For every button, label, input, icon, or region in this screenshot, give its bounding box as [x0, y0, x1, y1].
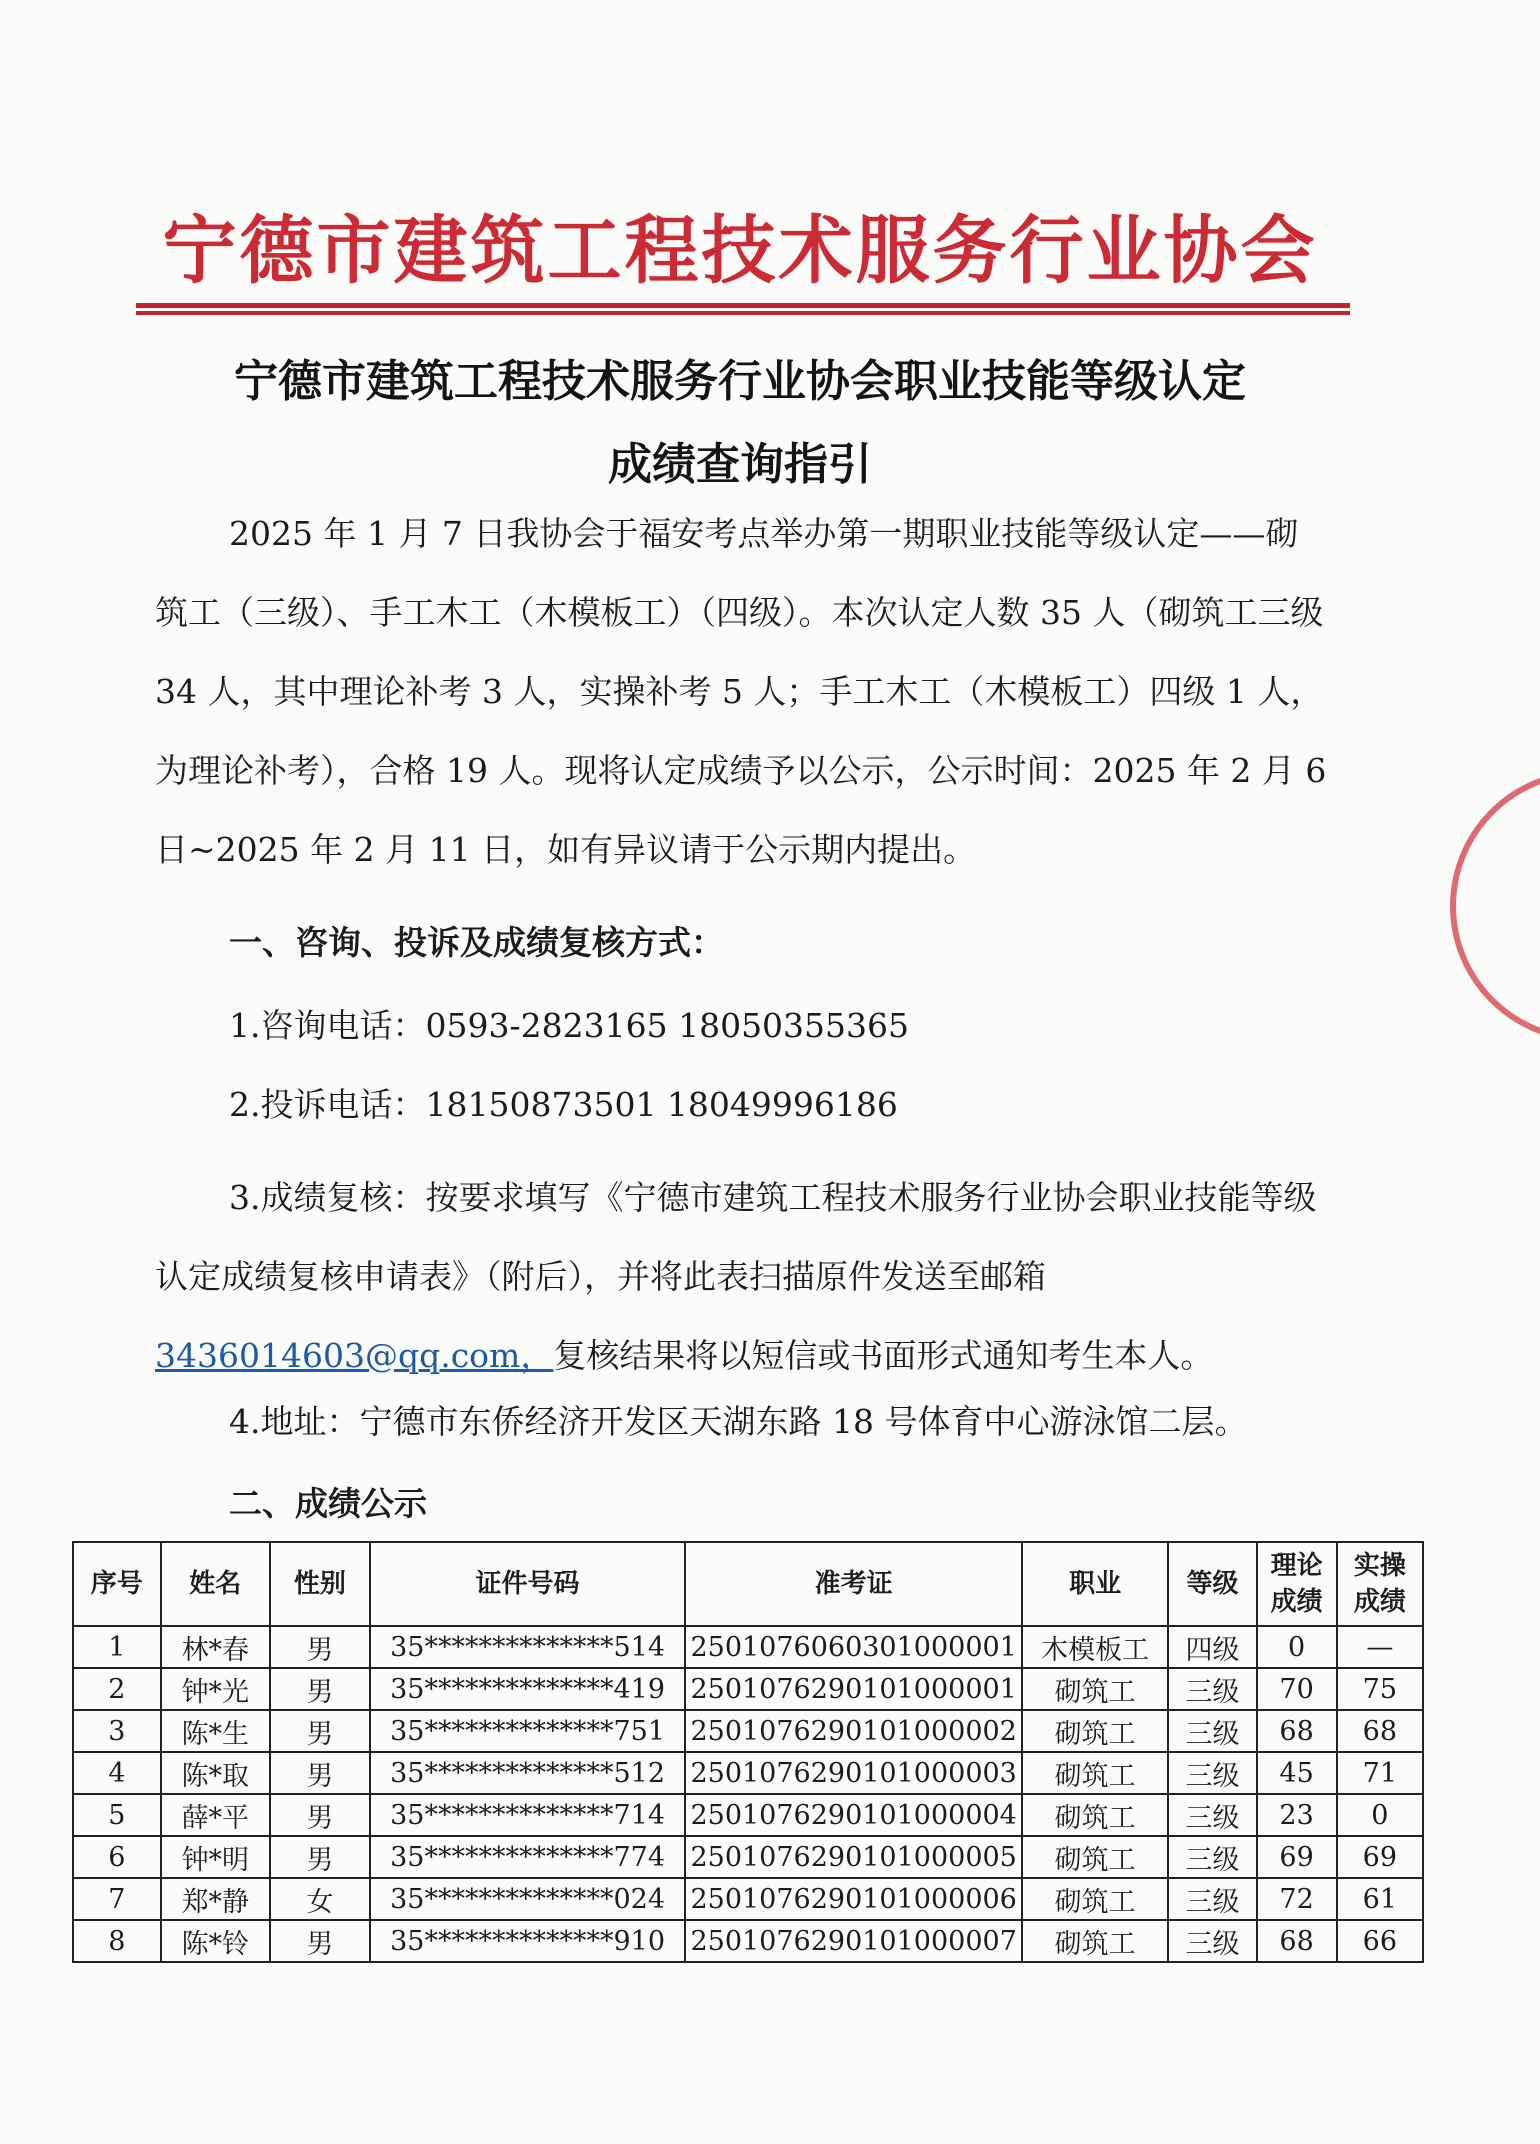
header-name: 姓名	[161, 1542, 270, 1626]
cell-seq: 3	[73, 1710, 161, 1752]
cell-level: 三级	[1168, 1878, 1256, 1920]
cell-gender: 男	[270, 1710, 370, 1752]
cell-practical-score: 68	[1337, 1710, 1423, 1752]
cell-theory-score: 68	[1257, 1710, 1337, 1752]
table-row	[73, 1626, 1423, 1668]
cell-seq: 7	[73, 1878, 161, 1920]
cell-practical-score: 61	[1337, 1878, 1423, 1920]
cell-id-number: 35**************419	[370, 1668, 686, 1710]
intro-paragraph: 2025 年 1 月 7 日我协会于福安考点举办第一期职业技能等级认定——砌筑工（三级）、手工木工（木模板工）（四级）。本次认定人数 35 人（砌筑工三级 34 人，其中理论补考 3 人，实操补考 5 人；手工木工（木模板工）四级 1 人，为理论补考），合格 19 人。现将认定成绩予以公示，公示时间：2025 年 2 月 6 日~2025 年 2 月 11 日，如有异议请于公示期内提出。	[155, 514, 1327, 869]
cell-occupation: 砌筑工	[1022, 1794, 1169, 1836]
cell-gender: 男	[270, 1836, 370, 1878]
cell-gender: 男	[270, 1794, 370, 1836]
letterhead-divider	[136, 303, 1350, 311]
cell-level: 三级	[1168, 1920, 1256, 1962]
score-review-text: 3.成绩复核：按要求填写《宁德市建筑工程技术服务行业协会职业技能等级认定成绩复核申请表》（附后），并将此表扫描原件发送至邮箱	[155, 1178, 1317, 1296]
cell-exam-ticket: 2501076290101000005	[685, 1836, 1021, 1878]
cell-name: 陈*取	[161, 1752, 270, 1794]
cell-name: 陈*铃	[161, 1920, 270, 1962]
cell-id-number: 35**************024	[370, 1878, 686, 1920]
cell-name: 钟*光	[161, 1668, 270, 1710]
cell-level: 三级	[1168, 1668, 1256, 1710]
score-table	[72, 1541, 1424, 1963]
cell-seq: 6	[73, 1836, 161, 1878]
cell-practical-score: 69	[1337, 1836, 1423, 1878]
table-row	[73, 1668, 1423, 1710]
cell-theory-score: 72	[1257, 1878, 1337, 1920]
official-seal	[1450, 770, 1540, 1042]
score-table-header-row	[73, 1542, 1423, 1626]
cell-level: 三级	[1168, 1794, 1256, 1836]
cell-exam-ticket: 2501076290101000006	[685, 1878, 1021, 1920]
header-gender: 性别	[270, 1542, 370, 1626]
cell-practical-score: 75	[1337, 1668, 1423, 1710]
header-exam-ticket: 准考证	[685, 1542, 1021, 1626]
cell-seq: 1	[73, 1626, 161, 1668]
cell-id-number: 35**************910	[370, 1920, 686, 1962]
cell-gender: 男	[270, 1626, 370, 1668]
score-table-body	[73, 1626, 1423, 1962]
cell-level: 三级	[1168, 1836, 1256, 1878]
cell-occupation: 砌筑工	[1022, 1752, 1169, 1794]
header-seq: 序号	[73, 1542, 161, 1626]
cell-practical-score: 0	[1337, 1794, 1423, 1836]
cell-theory-score: 69	[1257, 1836, 1337, 1878]
cell-name: 郑*静	[161, 1878, 270, 1920]
cell-occupation: 砌筑工	[1022, 1920, 1169, 1962]
cell-id-number: 35**************512	[370, 1752, 686, 1794]
consult-phone: 1.咨询电话：0593-2823165 18050355365	[229, 1006, 910, 1045]
cell-seq: 5	[73, 1794, 161, 1836]
table-row	[73, 1836, 1423, 1878]
cell-exam-ticket: 2501076290101000003	[685, 1752, 1021, 1794]
cell-theory-score: 70	[1257, 1668, 1337, 1710]
header-level: 等级	[1168, 1542, 1256, 1626]
cell-name: 钟*明	[161, 1836, 270, 1878]
cell-seq: 4	[73, 1752, 161, 1794]
cell-level: 三级	[1168, 1710, 1256, 1752]
table-row	[73, 1794, 1423, 1836]
cell-exam-ticket: 2501076290101000004	[685, 1794, 1021, 1836]
review-email-link[interactable]: 3436014603@qq.com，	[155, 1336, 554, 1375]
cell-gender: 女	[270, 1878, 370, 1920]
header-occupation: 职业	[1022, 1542, 1169, 1626]
cell-seq: 8	[73, 1920, 161, 1962]
document-title-line-1: 宁德市建筑工程技术服务行业协会职业技能等级认定	[234, 356, 1246, 407]
document-title-line-2: 成绩查询指引	[608, 439, 872, 490]
cell-occupation: 木模板工	[1022, 1626, 1169, 1668]
section-2-heading: 二、成绩公示	[229, 1484, 427, 1523]
cell-theory-score: 45	[1257, 1752, 1337, 1794]
cell-id-number: 35**************751	[370, 1710, 686, 1752]
complaint-phone: 2.投诉电话：18150873501 18049996186	[229, 1085, 898, 1124]
address: 4.地址：宁德市东侨经济开发区天湖东路 18 号体育中心游泳馆二层。	[229, 1402, 1248, 1441]
table-row	[73, 1920, 1423, 1962]
cell-gender: 男	[270, 1752, 370, 1794]
cell-occupation: 砌筑工	[1022, 1710, 1169, 1752]
cell-seq: 2	[73, 1668, 161, 1710]
cell-occupation: 砌筑工	[1022, 1668, 1169, 1710]
header-theory-score: 理论 成绩	[1257, 1542, 1337, 1626]
organization-letterhead: 宁德市建筑工程技术服务行业协会	[162, 208, 1318, 294]
cell-gender: 男	[270, 1920, 370, 1962]
cell-exam-ticket: 2501076290101000001	[685, 1668, 1021, 1710]
cell-practical-score: 66	[1337, 1920, 1423, 1962]
cell-id-number: 35**************514	[370, 1626, 686, 1668]
header-practical-score: 实操 成绩	[1337, 1542, 1423, 1626]
section-1-heading: 一、咨询、投诉及成绩复核方式：	[229, 923, 724, 962]
cell-theory-score: 23	[1257, 1794, 1337, 1836]
cell-theory-score: 0	[1257, 1626, 1337, 1668]
cell-id-number: 35**************714	[370, 1794, 686, 1836]
table-row	[73, 1878, 1423, 1920]
cell-name: 陈*生	[161, 1710, 270, 1752]
cell-practical-score: 71	[1337, 1752, 1423, 1794]
cell-occupation: 砌筑工	[1022, 1836, 1169, 1878]
table-row	[73, 1752, 1423, 1794]
score-review-tail: 复核结果将以短信或书面形式通知考生本人。	[553, 1336, 1214, 1375]
cell-exam-ticket: 2501076290101000007	[685, 1920, 1021, 1962]
cell-level: 三级	[1168, 1752, 1256, 1794]
cell-level: 四级	[1168, 1626, 1256, 1668]
table-row	[73, 1710, 1423, 1752]
cell-gender: 男	[270, 1668, 370, 1710]
cell-exam-ticket: 2501076290101000002	[685, 1710, 1021, 1752]
header-id-number: 证件号码	[370, 1542, 686, 1626]
cell-name: 薛*平	[161, 1794, 270, 1836]
cell-name: 林*春	[161, 1626, 270, 1668]
cell-theory-score: 68	[1257, 1920, 1337, 1962]
cell-exam-ticket: 2501076060301000001	[685, 1626, 1021, 1668]
cell-practical-score: —	[1337, 1626, 1423, 1668]
score-review-paragraph	[155, 1158, 1330, 1395]
cell-id-number: 35**************774	[370, 1836, 686, 1878]
cell-occupation: 砌筑工	[1022, 1878, 1169, 1920]
